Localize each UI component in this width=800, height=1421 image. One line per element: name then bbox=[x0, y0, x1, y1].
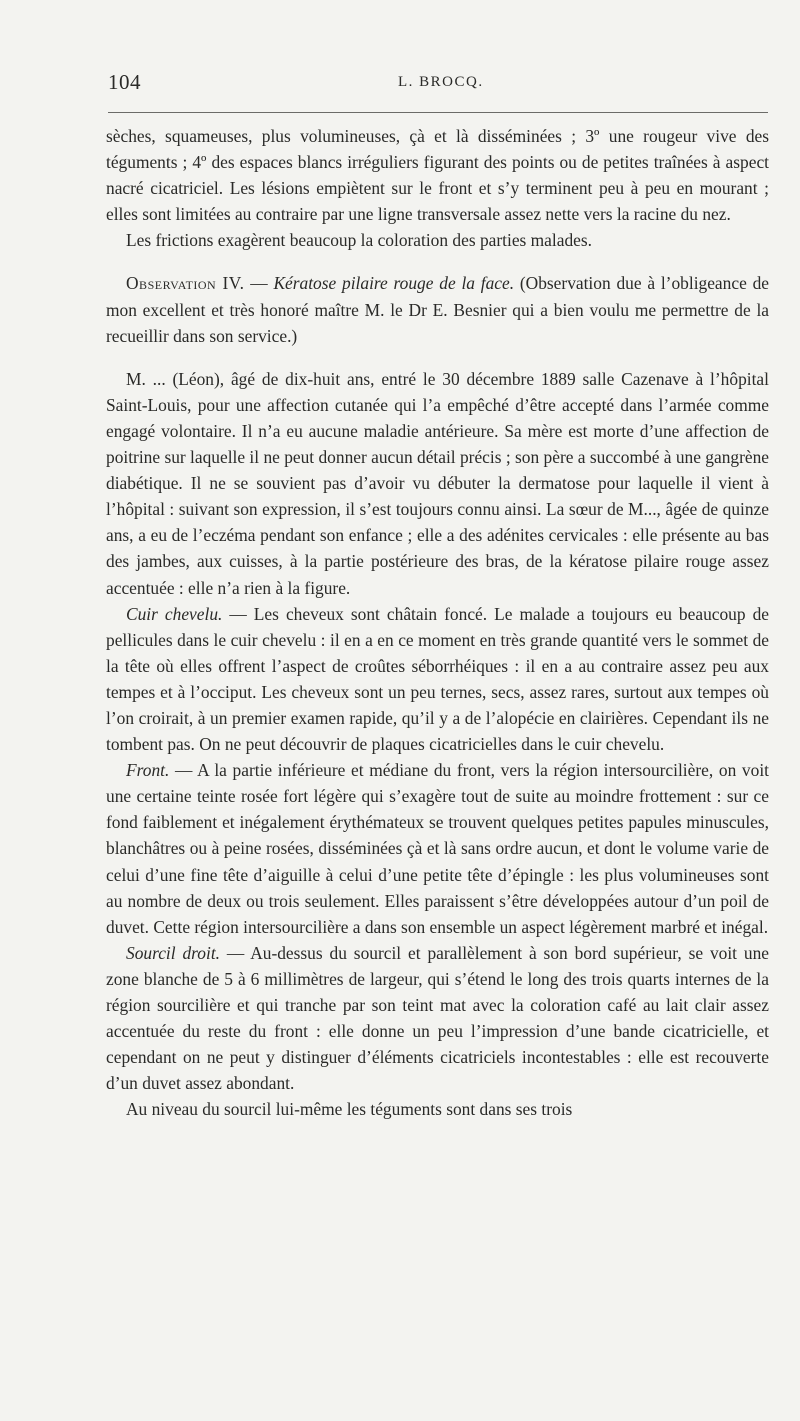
section-text-sourcil-droit: — Au-dessus du sourcil et parallèlement à son bord supérieur, se voit une zone blanche de 5 à 6 millimètres de largeur, qui s’étend le long des trois quarts internes de la région sourcilière et qui tranche par son teint mat avec la coloration café au lait clair assez accentuée du reste du front : elle donne un peu l’impression d’une bande cicatricielle, et cependant on ne peut y distinguer d’éléments cicatriciels incontestables : elle est recouverte d’un duvet assez abondant. bbox=[106, 942, 769, 1094]
section-label-front: Front. bbox=[126, 760, 170, 781]
observation-label: Observation IV. bbox=[126, 273, 245, 294]
section-label-cuir-chevelu: Cuir chevelu. bbox=[126, 603, 223, 624]
section-front bbox=[106, 757, 769, 940]
paragraph-patient-history: M. ... (Léon), âgé de dix-huit ans, entré le 30 décembre 1889 salle Cazenave à l’hôpital Saint-Louis, pour une affection cutanée qui l’a empêché d’être accepté dans l’armée comme engagé volontaire. Il n’a eu aucune maladie antérieure. Sa mère est morte d’une affection de poitrine sur laquelle il ne peut donner aucun détail précis ; son père a succombé à une gangrène diabétique. Il ne se souvient pas d’avoir vu débuter la dermatose pour laquelle il vient à l’hôpital : suivant son expression, il s’est toujours connu ainsi. La sœur de M..., âgée de quinze ans, a eu de l’eczéma pendant son enfance ; elle a des adénites cervicales : elle présente au bas des jambes, aux cuisses, à la partie postérieure des bras, de la kératose pilaire rouge assez accentuée : elle n’a rien à la figure. bbox=[106, 368, 770, 598]
observation-title: Kératose pilaire rouge de la face. bbox=[273, 273, 515, 294]
paragraph-final: Au niveau du sourcil lui-même les téguments sont dans ses trois bbox=[126, 1099, 573, 1120]
page-header bbox=[108, 70, 768, 100]
section-text-cuir-chevelu: — Les cheveux sont châtain foncé. Le malade a toujours eu beaucoup de pellicules dans le cuir chevelu : il en a en ce moment en très grande quantité vers le sommet de la tête où elles offrent l’aspect de croûtes séborrhéiques : il en a au contraire assez peu aux tempes et à l’occiput. Les cheveux sont un peu ternes, secs, assez rares, surtout aux tempes où l’on croirait, à un premier examen rapide, qu’il y a de l’alopécie en clairières. Cependant ils ne tombent pas. On ne peut découvrir de plaques cicatricielles dans le cuir chevelu. bbox=[106, 603, 769, 755]
paragraph-continued: sèches, squameuses, plus volumineuses, çà et là disséminées ; 3º une rougeur vive des téguments ; 4º des espaces blancs irréguliers figurant des points ou de petites traînées à aspect nacré cicatriciel. Les lésions empiètent sur le front et s’y terminent peu à peu en mourant ; elles sont limitées au contraire par une ligne transversale assez nette vers la racine du nez. bbox=[106, 126, 769, 225]
section-cuir-chevelu bbox=[106, 601, 769, 758]
observation-heading bbox=[106, 270, 769, 348]
observation-credit: (Observation due à l’obligeance de mon excellent et très honoré maître M. le Dr E. Besnier qui a bien voulu me permettre de la recueillir dans son service.) bbox=[106, 273, 769, 346]
section-label-sourcil-droit: Sourcil droit. bbox=[126, 942, 220, 963]
section-sourcil-droit bbox=[106, 940, 769, 1097]
running-head: L. BROCQ. bbox=[398, 74, 484, 90]
body-text bbox=[106, 123, 769, 1122]
section-text-front: — A la partie inférieure et médiane du front, vers la région intersourcilière, on voit une certaine teinte rosée fort légère qui s’exagère tout de suite au moindre frottement : sur ce fond faiblement et inégalement érythémateux se trouvent quelques petites papules minuscules, blanchâtres ou à peine rosées, disséminées çà et là sans ordre aucun, et dont le volume varie de celui d’une fine tête d’aiguille à celui d’une petite tête d’épingle : les plus volumineuses sont au nombre de deux ou trois seulement. Elles paraissent s’être développées autour d’un poil de duvet. Cette région intersourcilière a dans son ensemble un aspect légèrement marbré et inégal. bbox=[106, 760, 769, 937]
page-number: 104 bbox=[108, 70, 141, 94]
paragraph-frictions: Les frictions exagèrent beaucoup la coloration des parties malades. bbox=[126, 230, 592, 251]
observation-dash: — bbox=[244, 273, 274, 294]
header-rule bbox=[108, 112, 768, 113]
